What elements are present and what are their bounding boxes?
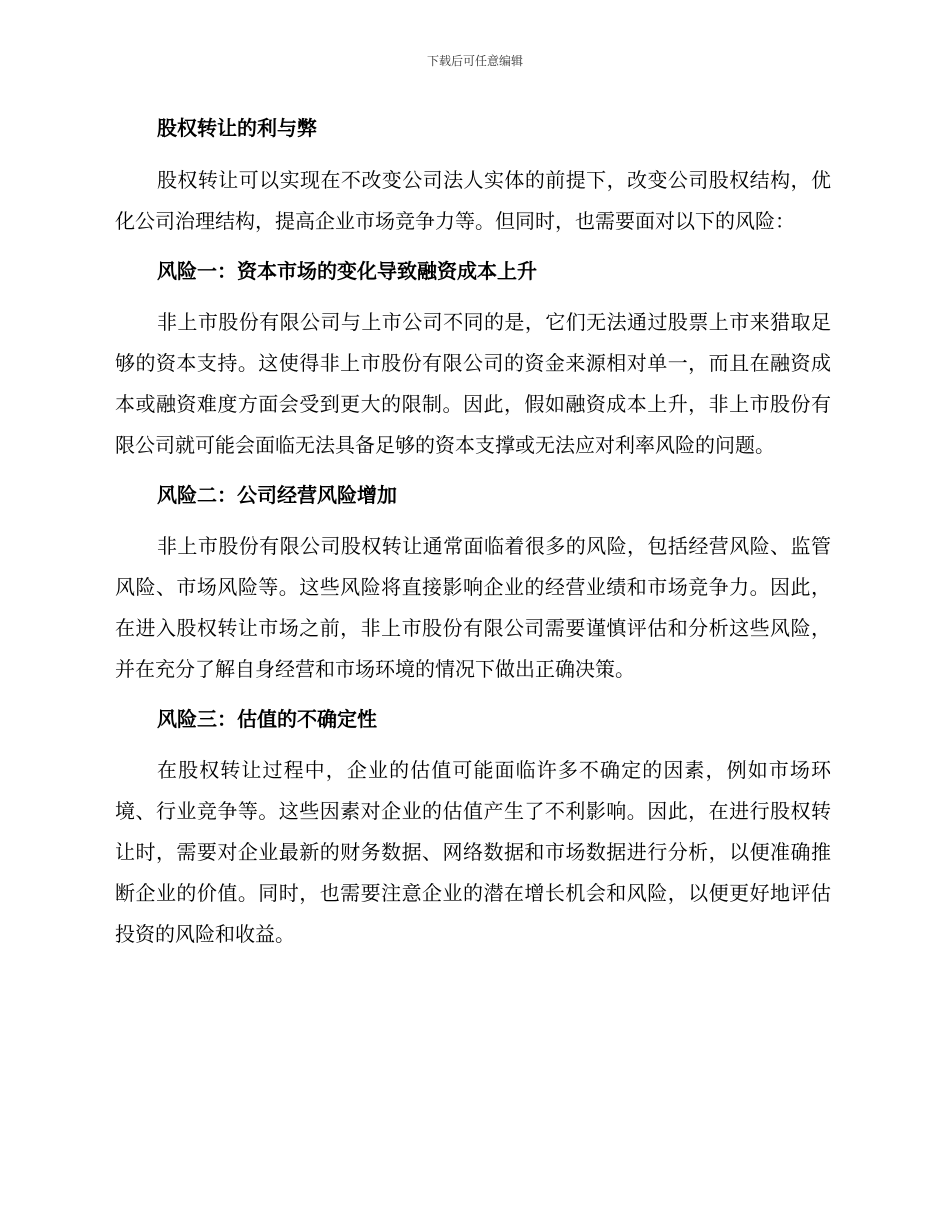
risk-two-paragraph: 非上市股份有限公司股权转让通常面临着很多的风险，包括经营风险、监管风险、市场风险等。这些风险将直接影响企业的经营业绩和市场竞争力。因此，在进入股权转让市场之前，非上市股份有限公司需要谨慎评估和分析这些风险，并在充分了解自身经营和市场环境的情况下做出正确决策。 [115,534,831,681]
risk-three-heading: 风险三：估值的不确定性 [157,707,377,731]
risk-one-paragraph: 非上市股份有限公司与上市公司不同的是，它们无法通过股票上市来猎取足够的资本支持。这使得非上市股份有限公司的资金来源相对单一，而且在融资成本或融资难度方面会受到更大的限制。因此，假如融资成本上升，非上市股份有限公司就可能会面临无法具备足够的资本支撑或无法应对利率风险的问题。 [115,310,831,457]
risk-two-heading: 风险二：公司经营风险增加 [157,483,397,507]
risk-one-heading: 风险一：资本市场的变化导致融资成本上升 [157,259,537,283]
intro-paragraph: 股权转让可以实现在不改变公司法人实体的前提下，改变公司股权结构，优化公司治理结构，提高企业市场竞争力等。但同时，也需要面对以下的风险： [115,168,831,233]
risk-three-paragraph: 在股权转让过程中，企业的估值可能面临许多不确定的因素，例如市场环境、行业竞争等。这些因素对企业的估值产生了不利影响。因此，在进行股权转让时，需要对企业最新的财务数据、网络数据和市场数据进行分析，以便准确推断企业的价值。同时，也需要注意企业的潜在增长机会和风险，以便更好地评估投资的风险和收益。 [115,758,831,946]
document-title: 股权转让的利与弊 [157,116,317,140]
document-body [115,108,831,955]
page-header: 下载后可任意编辑 [426,54,523,68]
